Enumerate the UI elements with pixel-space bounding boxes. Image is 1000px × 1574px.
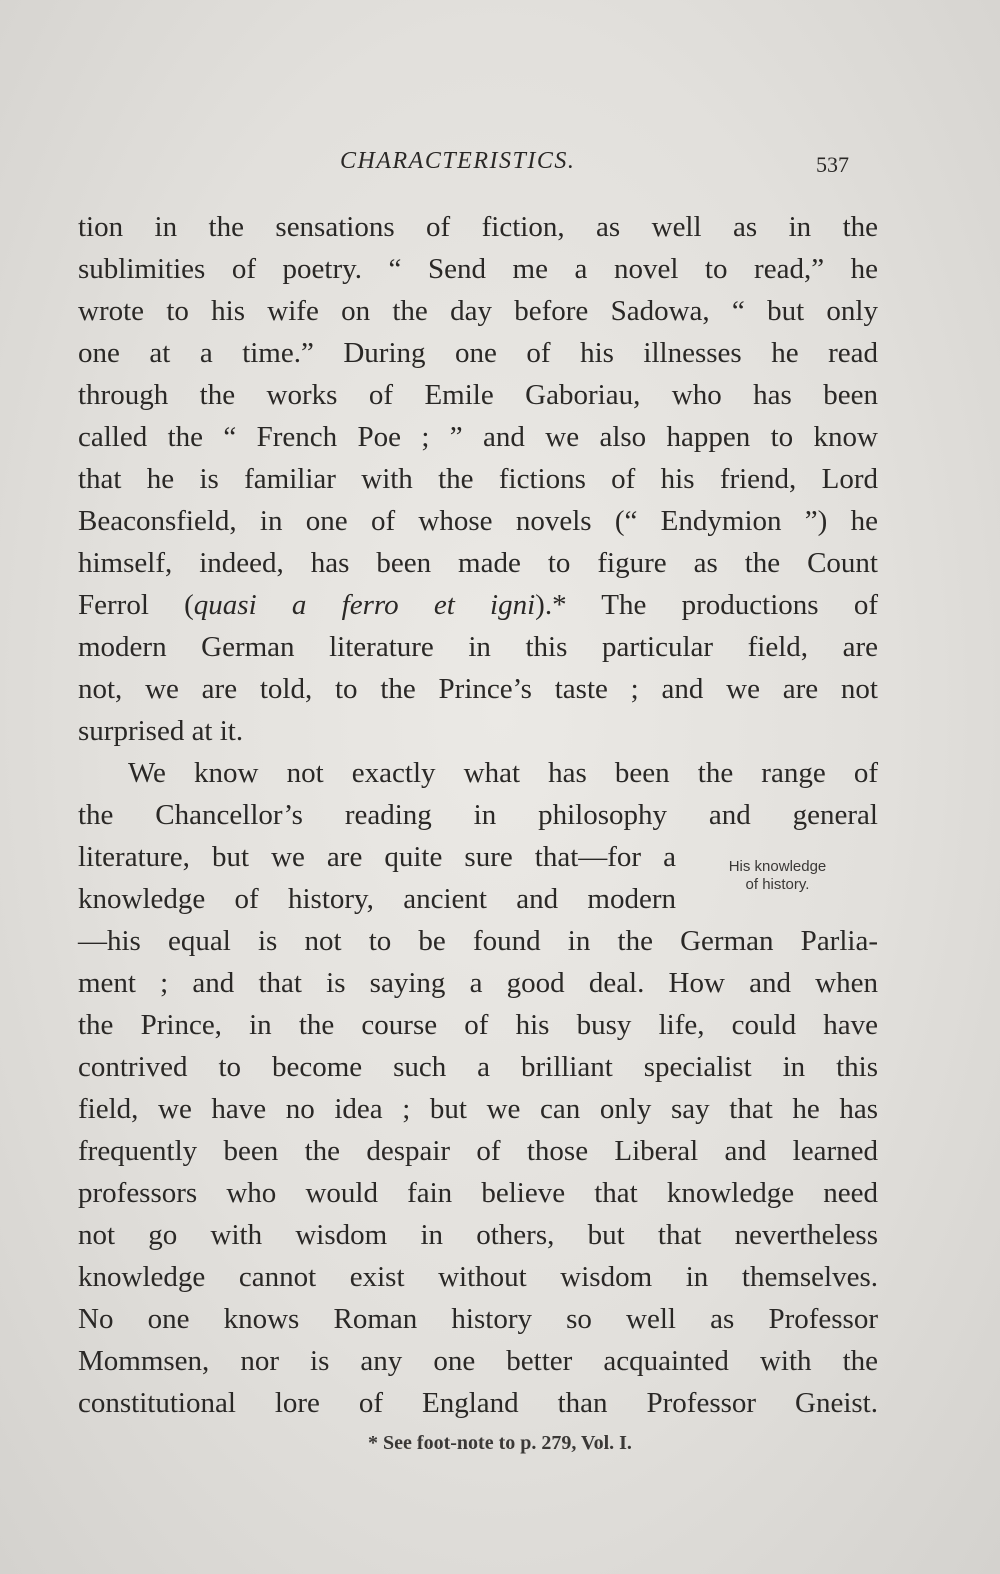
- text-line: that he is familiar with the fictions of his friend, Lord: [78, 463, 878, 495]
- text-line: the Prince, in the course of his busy life, could have: [78, 1009, 878, 1041]
- text-line: modern German literature in this particular field, are: [78, 631, 878, 663]
- text-line: knowledge cannot exist without wisdom in themselves.: [78, 1261, 878, 1293]
- text-line: Mommsen, nor is any one better acquainted with the: [78, 1345, 878, 1377]
- text-line: surprised at it.: [78, 715, 244, 747]
- text-line: We know not exactly what has been the range of: [128, 757, 878, 789]
- ferrol-end: ).* The productions of: [535, 589, 878, 621]
- text-line: the Chancellor’s reading in philosophy and general: [78, 799, 878, 831]
- text-line: not go with wisdom in others, but that nevertheless: [78, 1219, 878, 1251]
- running-head: [0, 148, 1000, 188]
- margin-note: [700, 858, 855, 894]
- text-line: ment ; and that is saying a good deal. How and when: [78, 967, 878, 999]
- ferrol-start: Ferrol (: [78, 589, 194, 621]
- text-line: sublimities of poetry. “ Send me a novel to read,” he: [78, 253, 878, 285]
- text-line: himself, indeed, has been made to figure as the Count: [78, 547, 878, 579]
- text-line: —his equal is not to be found in the German Parlia-: [78, 925, 878, 957]
- text-line: field, we have no idea ; but we can only say that he has: [78, 1093, 878, 1125]
- text-line-ferrol: [78, 584, 878, 626]
- footnote: * See foot-note to p. 279, Vol. I.: [368, 1432, 632, 1454]
- text-line: knowledge of history, ancient and modern: [78, 883, 676, 915]
- margin-note-line: of history.: [745, 876, 810, 893]
- text-line: tion in the sensations of fiction, as well as in the: [78, 211, 878, 243]
- text-line: one at a time.” During one of his illnesses he read: [78, 337, 878, 369]
- text-line: constitutional lore of England than Professor Gneist.: [78, 1387, 878, 1419]
- text-line: Beaconsfield, in one of whose novels (“ Endymion ”) he: [78, 505, 878, 537]
- text-line: not, we are told, to the Prince’s taste ; and we are not: [78, 673, 878, 705]
- page-number: 537: [816, 152, 849, 177]
- text-line: literature, but we are quite sure that—for a: [78, 841, 676, 873]
- body-text: [78, 206, 878, 1424]
- text-line: frequently been the despair of those Liberal and learned: [78, 1135, 878, 1167]
- text-line: professors who would fain believe that knowledge need: [78, 1177, 878, 1209]
- text-line: No one knows Roman history so well as Professor: [78, 1303, 878, 1335]
- latin-phrase: quasi a ferro et igni: [193, 589, 536, 621]
- text-line: wrote to his wife on the day before Sadowa, “ but only: [78, 295, 878, 327]
- text-line: through the works of Emile Gaboriau, who has been: [78, 379, 878, 411]
- margin-note-line: His knowledge: [728, 858, 827, 875]
- text-line: called the “ French Poe ; ” and we also happen to know: [78, 421, 878, 453]
- running-head-title: CHARACTERISTICS.: [340, 148, 576, 174]
- text-line: contrived to become such a brilliant specialist in this: [78, 1051, 878, 1083]
